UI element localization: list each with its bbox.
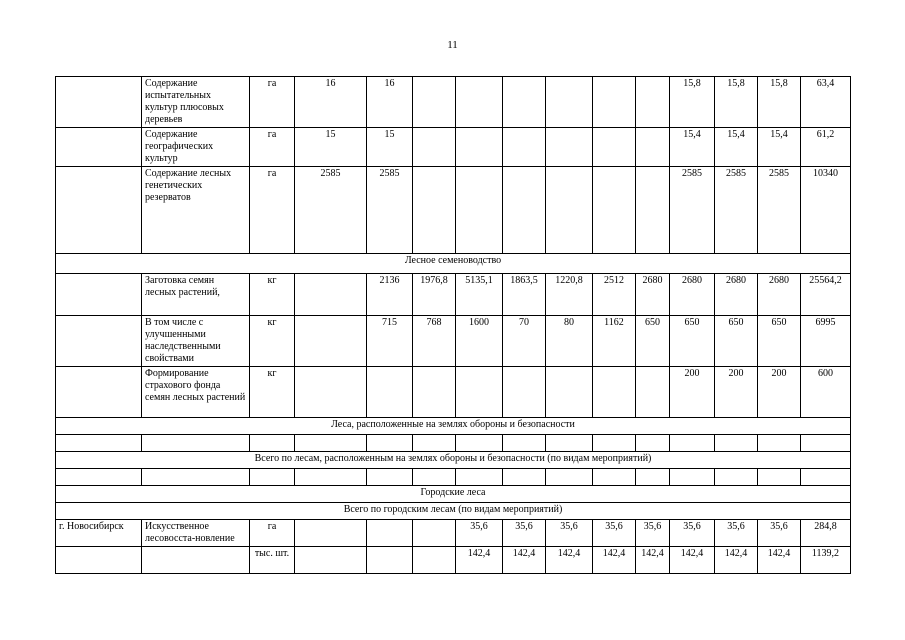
table-row <box>56 274 851 316</box>
table-row <box>56 77 851 128</box>
empty-cell <box>250 435 295 452</box>
value-cell: 1162 <box>593 316 636 367</box>
value-cell: 650 <box>758 316 801 367</box>
empty-cell <box>456 469 503 486</box>
value-cell <box>295 316 367 367</box>
table-row <box>56 316 851 367</box>
value-cell: 15 <box>295 128 367 167</box>
measure-name-cell: Заготовка семян лесных растений, <box>142 274 250 316</box>
empty-cell <box>546 435 593 452</box>
value-cell: 600 <box>801 367 851 418</box>
value-cell <box>593 128 636 167</box>
value-cell <box>456 128 503 167</box>
table-row <box>56 128 851 167</box>
value-cell <box>593 77 636 128</box>
value-cell: 16 <box>367 77 413 128</box>
value-cell: 2585 <box>670 167 715 254</box>
value-cell <box>593 167 636 254</box>
empty-cell <box>758 469 801 486</box>
value-cell <box>367 367 413 418</box>
value-cell: 35,6 <box>546 520 593 547</box>
empty-cell <box>593 469 636 486</box>
value-cell: 16 <box>295 77 367 128</box>
table-body-defense <box>56 418 851 486</box>
empty-cell <box>456 435 503 452</box>
value-cell: 142,4 <box>670 547 715 574</box>
value-cell: 6995 <box>801 316 851 367</box>
empty-cell <box>801 469 851 486</box>
section-title-defense-total: Всего по лесам, расположенным на землях обороны и безопасности (по видам мероприятий) <box>56 452 851 469</box>
value-cell <box>503 128 546 167</box>
table-body-urban <box>56 486 851 574</box>
value-cell: 1600 <box>456 316 503 367</box>
location-cell <box>56 128 142 167</box>
empty-cell <box>670 469 715 486</box>
value-cell <box>413 128 456 167</box>
value-cell: 142,4 <box>758 547 801 574</box>
measure-name-cell: Искусственное лесовосста-новление <box>142 520 250 547</box>
unit-cell: кг <box>250 274 295 316</box>
value-cell: 2680 <box>715 274 758 316</box>
measure-name-cell: В том числе с улучшенными наследственными свойствами <box>142 316 250 367</box>
value-cell: 284,8 <box>801 520 851 547</box>
table-row <box>56 367 851 418</box>
value-cell <box>636 128 670 167</box>
empty-row <box>56 469 851 486</box>
measure-name-cell: Содержание испытательных культур плюсовых деревьев <box>142 77 250 128</box>
empty-cell <box>715 469 758 486</box>
value-cell: 142,4 <box>636 547 670 574</box>
section-seed-header <box>56 254 851 274</box>
value-cell: 15,4 <box>670 128 715 167</box>
empty-cell <box>503 435 546 452</box>
value-cell: 35,6 <box>456 520 503 547</box>
value-cell <box>503 77 546 128</box>
forestry-measures-table <box>55 76 851 574</box>
empty-cell <box>546 469 593 486</box>
value-cell: 142,4 <box>503 547 546 574</box>
value-cell: 200 <box>670 367 715 418</box>
value-cell: 80 <box>546 316 593 367</box>
value-cell <box>295 547 367 574</box>
value-cell: 15,4 <box>758 128 801 167</box>
value-cell: 650 <box>715 316 758 367</box>
location-cell <box>56 367 142 418</box>
value-cell: 200 <box>715 367 758 418</box>
measure-name-cell <box>142 547 250 574</box>
value-cell: 2680 <box>636 274 670 316</box>
empty-cell <box>670 435 715 452</box>
value-cell <box>367 547 413 574</box>
value-cell: 2585 <box>715 167 758 254</box>
value-cell <box>456 367 503 418</box>
table-row <box>56 547 851 574</box>
measure-name-cell: Формирование страхового фонда семян лесных растений <box>142 367 250 418</box>
table-body-maintenance <box>56 77 851 254</box>
page-number: 11 <box>447 39 458 51</box>
value-cell: 1863,5 <box>503 274 546 316</box>
value-cell <box>636 367 670 418</box>
section-title-seed: Лесное семеноводство <box>56 254 851 274</box>
empty-cell <box>56 435 142 452</box>
value-cell: 35,6 <box>503 520 546 547</box>
empty-cell <box>142 435 250 452</box>
value-cell <box>546 167 593 254</box>
empty-cell <box>413 469 456 486</box>
value-cell: 35,6 <box>715 520 758 547</box>
value-cell <box>413 167 456 254</box>
unit-cell: га <box>250 128 295 167</box>
value-cell: 2680 <box>758 274 801 316</box>
value-cell <box>636 167 670 254</box>
section-title-urban-total: Всего по городским лесам (по видам мероприятий) <box>56 503 851 520</box>
measure-name-cell: Содержание лесных генетических резерватов <box>142 167 250 254</box>
value-cell <box>546 128 593 167</box>
value-cell: 768 <box>413 316 456 367</box>
empty-cell <box>142 469 250 486</box>
value-cell: 2585 <box>758 167 801 254</box>
value-cell: 15 <box>367 128 413 167</box>
value-cell: 1220,8 <box>546 274 593 316</box>
value-cell <box>503 367 546 418</box>
empty-cell <box>503 469 546 486</box>
unit-cell: га <box>250 77 295 128</box>
unit-cell: га <box>250 520 295 547</box>
value-cell: 63,4 <box>801 77 851 128</box>
value-cell: 35,6 <box>758 520 801 547</box>
value-cell: 15,8 <box>670 77 715 128</box>
value-cell: 2512 <box>593 274 636 316</box>
empty-cell <box>56 469 142 486</box>
empty-cell <box>295 435 367 452</box>
value-cell <box>456 167 503 254</box>
value-cell <box>295 274 367 316</box>
section-title-urban: Городские леса <box>56 486 851 503</box>
value-cell: 200 <box>758 367 801 418</box>
value-cell <box>546 367 593 418</box>
value-cell <box>636 77 670 128</box>
empty-cell <box>295 469 367 486</box>
unit-cell: кг <box>250 316 295 367</box>
empty-cell <box>715 435 758 452</box>
value-cell <box>593 367 636 418</box>
location-cell <box>56 316 142 367</box>
value-cell <box>413 547 456 574</box>
location-cell <box>56 274 142 316</box>
value-cell: 35,6 <box>670 520 715 547</box>
empty-cell <box>250 469 295 486</box>
value-cell: 2136 <box>367 274 413 316</box>
value-cell: 142,4 <box>715 547 758 574</box>
value-cell: 15,4 <box>715 128 758 167</box>
table-row <box>56 167 851 254</box>
location-cell <box>56 77 142 128</box>
value-cell: 650 <box>636 316 670 367</box>
unit-cell: тыс. шт. <box>250 547 295 574</box>
value-cell: 10340 <box>801 167 851 254</box>
value-cell: 2585 <box>367 167 413 254</box>
value-cell: 1139,2 <box>801 547 851 574</box>
value-cell <box>367 520 413 547</box>
unit-cell: кг <box>250 367 295 418</box>
value-cell <box>546 77 593 128</box>
measure-name-cell: Содержание географических культур <box>142 128 250 167</box>
value-cell: 142,4 <box>456 547 503 574</box>
location-cell: г. Новосибирск <box>56 520 142 547</box>
value-cell: 142,4 <box>593 547 636 574</box>
empty-cell <box>636 435 670 452</box>
location-cell <box>56 167 142 254</box>
table-body-seed <box>56 274 851 418</box>
value-cell <box>295 520 367 547</box>
value-cell: 1976,8 <box>413 274 456 316</box>
value-cell: 35,6 <box>593 520 636 547</box>
value-cell: 61,2 <box>801 128 851 167</box>
value-cell: 25564,2 <box>801 274 851 316</box>
unit-cell: га <box>250 167 295 254</box>
value-cell <box>456 77 503 128</box>
section-title-defense: Леса, расположенные на землях обороны и безопасности <box>56 418 851 435</box>
value-cell: 2585 <box>295 167 367 254</box>
empty-cell <box>367 435 413 452</box>
table-row <box>56 520 851 547</box>
value-cell <box>413 77 456 128</box>
value-cell: 70 <box>503 316 546 367</box>
value-cell <box>295 367 367 418</box>
empty-cell <box>758 435 801 452</box>
value-cell <box>413 367 456 418</box>
value-cell: 15,8 <box>758 77 801 128</box>
value-cell: 715 <box>367 316 413 367</box>
value-cell: 15,8 <box>715 77 758 128</box>
value-cell <box>503 167 546 254</box>
value-cell: 142,4 <box>546 547 593 574</box>
empty-cell <box>367 469 413 486</box>
value-cell: 650 <box>670 316 715 367</box>
empty-cell <box>593 435 636 452</box>
value-cell: 35,6 <box>636 520 670 547</box>
empty-cell <box>801 435 851 452</box>
value-cell: 2680 <box>670 274 715 316</box>
value-cell <box>413 520 456 547</box>
empty-cell <box>636 469 670 486</box>
empty-row <box>56 435 851 452</box>
empty-cell <box>413 435 456 452</box>
value-cell: 5135,1 <box>456 274 503 316</box>
location-cell <box>56 547 142 574</box>
